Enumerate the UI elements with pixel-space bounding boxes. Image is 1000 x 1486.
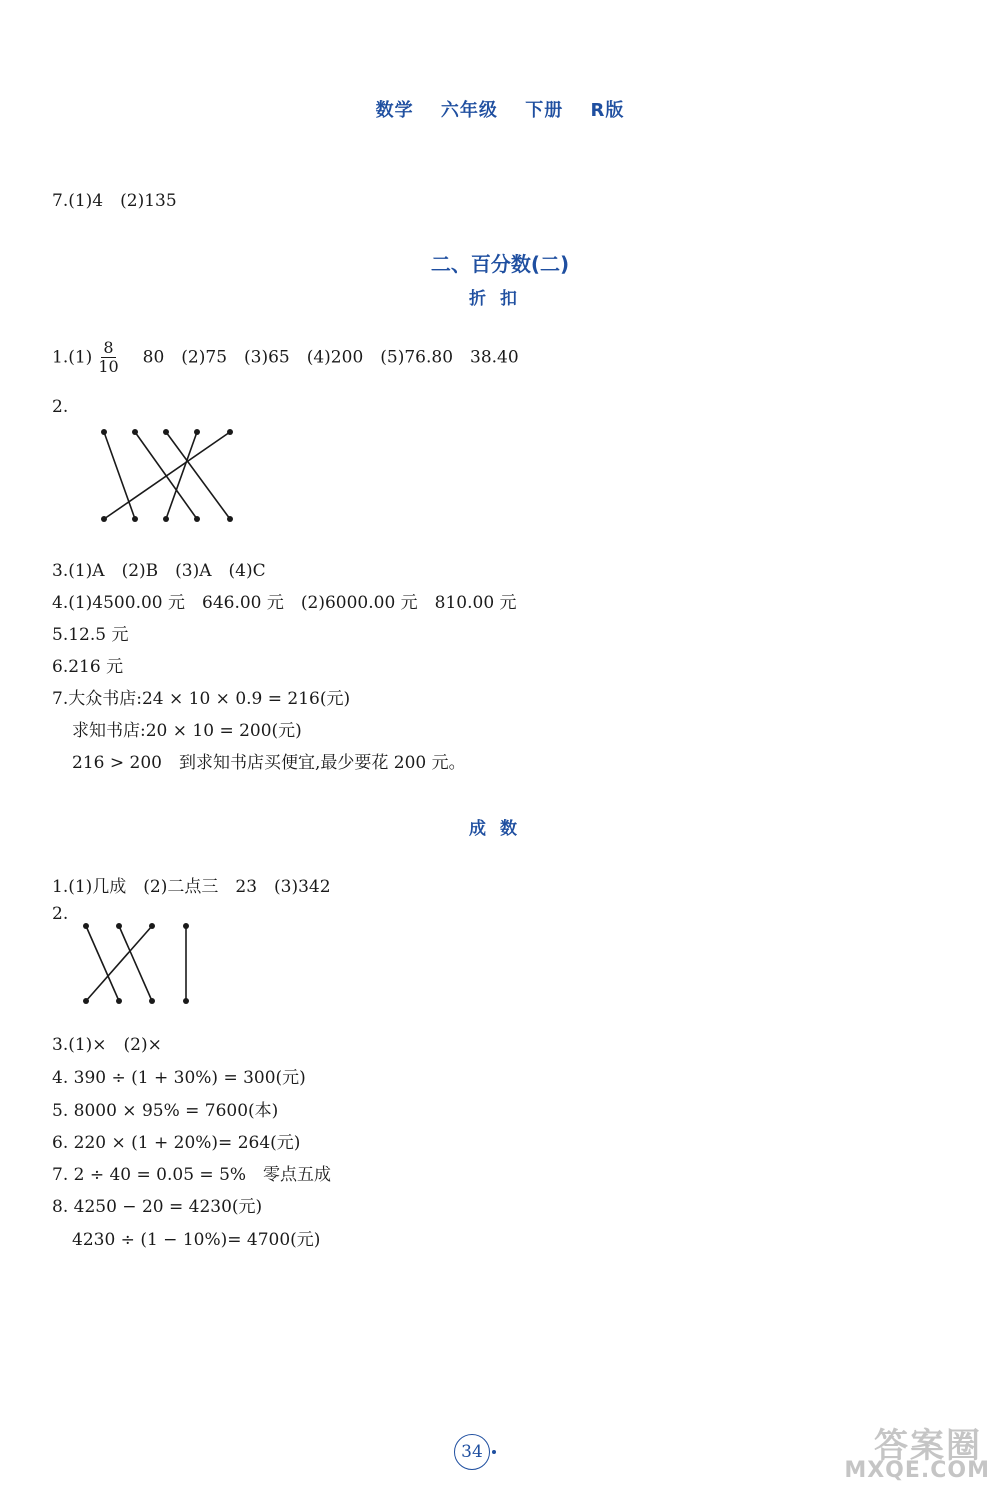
answer-line-prev-7: 7.(1)4 (2)135 — [52, 191, 177, 211]
header-subject: 数学 — [375, 100, 414, 121]
match-dot — [83, 998, 89, 1004]
match-dot — [183, 998, 189, 1004]
match-dot — [183, 923, 189, 929]
answer-line-zk-7b: 求知书店:20 × 10 = 200(元) — [72, 721, 302, 741]
header-volume: 下册 — [525, 100, 564, 121]
section-title: 二、百分数(二) — [430, 252, 570, 276]
answer-line-cs-6: 6. 220 × (1 + 20%)= 264(元) — [52, 1133, 301, 1153]
match-dot — [194, 429, 200, 435]
match-dot — [132, 429, 138, 435]
answer-line-cs-8b: 4230 ÷ (1 − 10%)= 4700(元) — [72, 1230, 321, 1250]
watermark-text-bottom: MXQE.COM — [844, 1458, 990, 1483]
match-dot — [116, 998, 122, 1004]
header-grade: 六年级 — [440, 100, 498, 121]
match-line — [119, 926, 152, 1001]
match-line — [86, 926, 152, 1001]
answer-line-cs-5: 5. 8000 × 95% = 7600(本) — [52, 1101, 279, 1121]
match-dot — [149, 923, 155, 929]
match-dot — [116, 923, 122, 929]
answer-line-zk-4: 4.(1)4500.00 元 646.00 元 (2)6000.00 元 810.00 元 — [52, 593, 517, 613]
answer-line-cs-7: 7. 2 ÷ 40 = 0.05 = 5% 零点五成 — [52, 1165, 332, 1185]
match-dot — [101, 429, 107, 435]
answer-line-zk-3: 3.(1)A (2)B (3)A (4)C — [52, 561, 266, 581]
answer-line-zk-2: 2. — [52, 397, 69, 417]
watermark-text-top: 答案圈 — [874, 1426, 982, 1466]
match-dot — [101, 516, 107, 522]
subsection-title-discount: 折扣 — [469, 289, 531, 309]
answer-line-cs-8a: 8. 4250 − 20 = 4230(元) — [52, 1197, 263, 1217]
answer-line-zk-7c: 216 > 200 到求知书店买便宜,最少要花 200 元。 — [72, 753, 466, 773]
fraction-denominator: 10 — [98, 357, 119, 377]
match-line — [104, 432, 230, 519]
match-line — [166, 432, 197, 519]
match-line — [86, 926, 119, 1001]
answer-line-zk-1 — [52, 339, 519, 377]
match-dot — [227, 429, 233, 435]
fraction — [98, 339, 118, 377]
match-line — [166, 432, 230, 519]
zk-q1-rest: 80 (2)75 (3)65 (4)200 (5)76.80 38.40 — [142, 347, 519, 368]
answer-line-cs-1: 1.(1)几成 (2)二点三 23 (3)342 — [52, 877, 331, 897]
answer-line-zk-7a: 7.大众书店:24 × 10 × 0.9 = 216(元) — [52, 689, 351, 709]
match-dot — [194, 516, 200, 522]
fraction-numerator: 8 — [103, 338, 114, 357]
page-number-dot — [492, 1450, 496, 1454]
page-header — [0, 96, 1000, 122]
zk-q1-prefix: 1.(1) — [52, 347, 93, 368]
match-dot — [163, 516, 169, 522]
answer-line-cs-2: 2. — [52, 904, 69, 924]
match-dot — [149, 998, 155, 1004]
answer-line-cs-3: 3.(1)× (2)× — [52, 1035, 162, 1055]
watermark-logo — [752, 1418, 990, 1483]
matching-diagram-discount — [92, 422, 242, 530]
match-dot — [83, 923, 89, 929]
match-line — [104, 432, 135, 519]
answer-line-cs-4: 4. 390 ÷ (1 + 30%) = 300(元) — [52, 1068, 306, 1088]
subsection-title-percent: 成数 — [469, 819, 531, 839]
page-number: 34 — [454, 1434, 490, 1470]
match-dot — [163, 429, 169, 435]
matching-diagram-percent — [76, 918, 196, 1010]
header-edition: R版 — [590, 100, 625, 121]
answer-line-zk-6: 6.216 元 — [52, 657, 124, 677]
match-dot — [227, 516, 233, 522]
answer-line-zk-5: 5.12.5 元 — [52, 625, 129, 645]
match-dot — [132, 516, 138, 522]
